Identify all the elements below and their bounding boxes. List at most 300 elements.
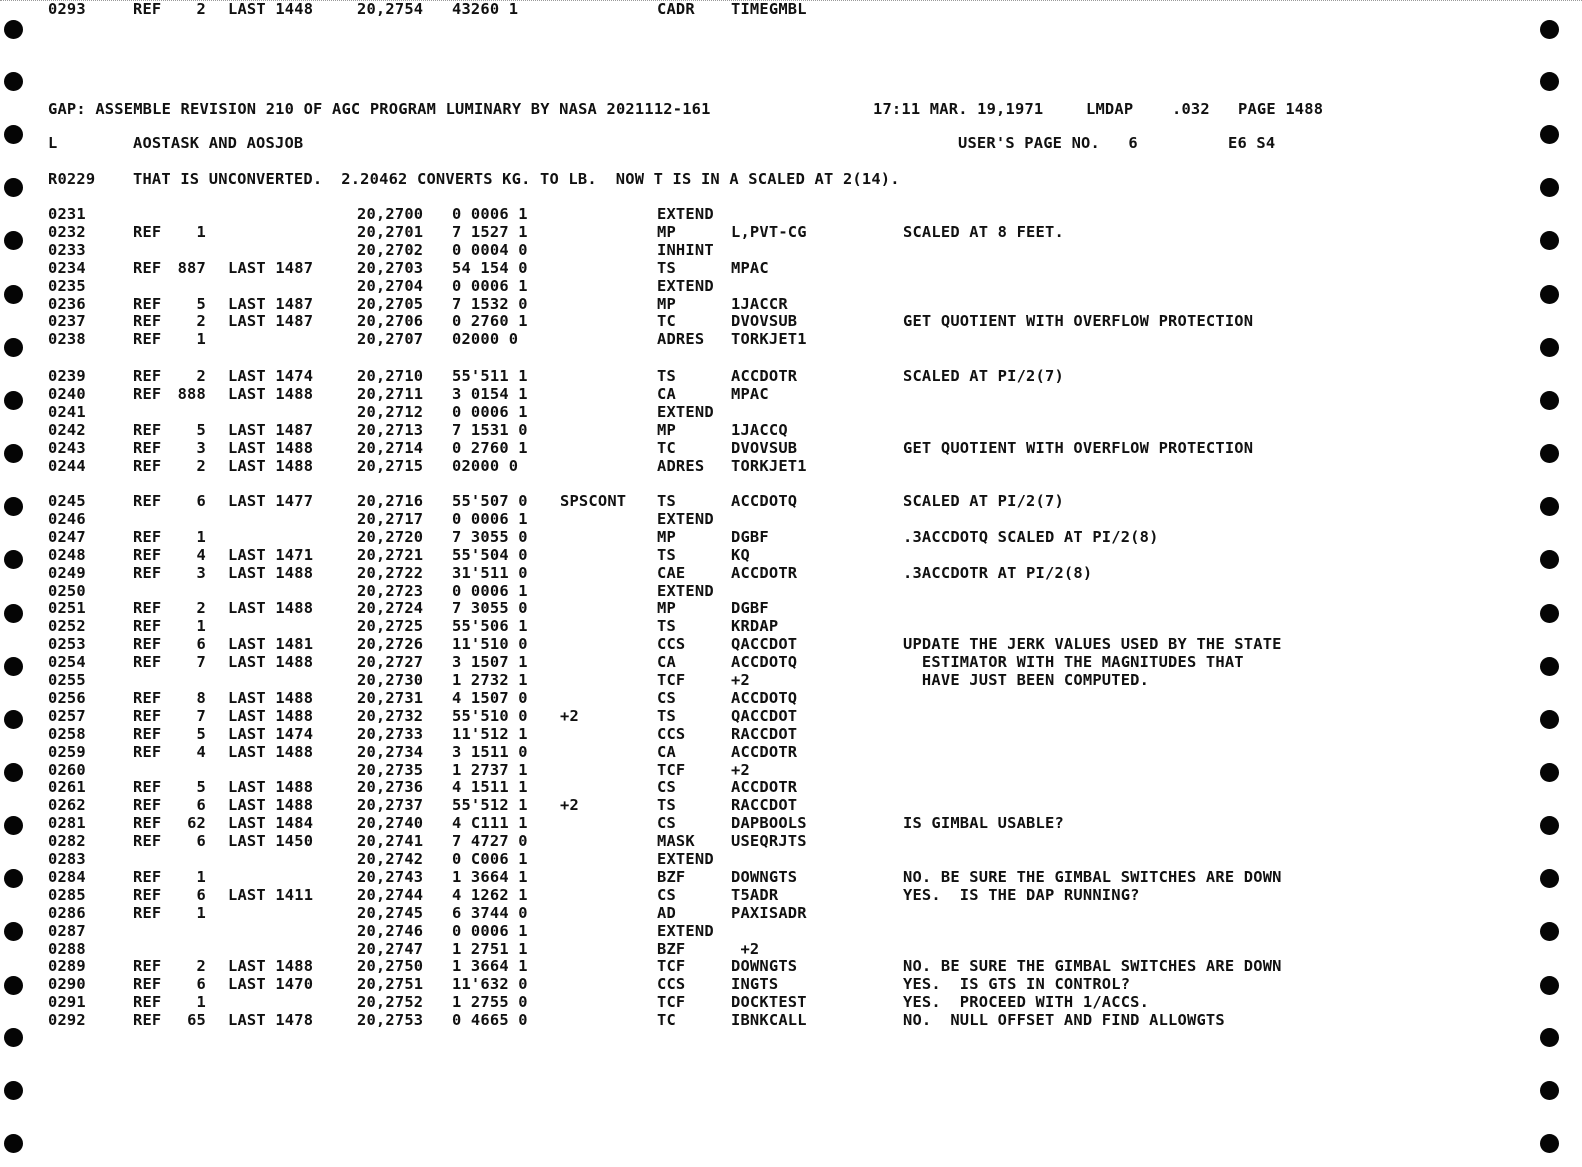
listing-opcode: MP	[657, 294, 676, 313]
feed-hole-left	[4, 550, 23, 569]
listing-operand: DGBF	[731, 527, 769, 546]
listing-octal-code: 0 0004 0	[452, 240, 528, 259]
feed-hole-right	[1540, 444, 1559, 463]
listing-address: 20,2720	[357, 527, 424, 546]
listing-opcode: TS	[657, 796, 676, 815]
listing-line-number: 0252	[48, 617, 86, 636]
listing-ref-count: 5	[196, 724, 206, 743]
listing-operand: DGBF	[731, 599, 769, 618]
header-title: GAP: ASSEMBLE REVISION 210 OF AGC PROGRAM LUMINARY BY NASA 2021112-161	[48, 100, 711, 118]
listing-operand: QACCDOT	[731, 706, 798, 725]
listing-ref-count: 5	[196, 294, 206, 313]
listing-line-number: 0237	[48, 312, 86, 331]
listing-opcode: ADRES	[657, 330, 705, 349]
listing-operand: ACCDOTR	[731, 778, 798, 797]
listing-octal-code: 55'504 0	[452, 545, 528, 564]
listing-address: 20,2703	[357, 258, 424, 277]
listing-octal-code: 1 2751 1	[452, 939, 528, 958]
listing-octal-code: 7 3055 0	[452, 599, 528, 618]
listing-symbol-label: +2	[560, 796, 579, 815]
listing-opcode: MP	[657, 599, 676, 618]
listing-line-number: 0248	[48, 545, 86, 564]
listing-ref-label: REF	[133, 635, 162, 654]
listing-line-number: 0255	[48, 671, 86, 689]
listing-ref-label: REF	[133, 688, 162, 707]
feed-hole-right	[1540, 497, 1559, 516]
listing-operand: +2	[731, 671, 750, 689]
listing-ref-label: REF	[133, 492, 162, 510]
listing-line-number: 0290	[48, 975, 86, 994]
listing-operand: DAPBOOLS	[731, 814, 807, 833]
listing-ref-label: REF	[133, 563, 162, 582]
listing-octal-code: 3 1507 1	[452, 653, 528, 672]
listing-last-page: LAST 1477	[228, 492, 314, 510]
feed-hole-left	[4, 604, 23, 623]
listing-address: 20,2701	[357, 222, 424, 241]
header-timestamp: 17:11 MAR. 19,1971	[873, 100, 1044, 118]
listing-ref-count: 2	[196, 312, 206, 331]
listing-opcode: TC	[657, 438, 676, 457]
listing-line-number: 0244	[48, 456, 86, 475]
listing-last-page: LAST 1471	[228, 545, 314, 564]
listing-last-page: LAST 1411	[228, 885, 314, 904]
listing-comment: SCALED AT PI/2(7)	[903, 492, 1064, 510]
listing-line-number: 0234	[48, 258, 86, 277]
feed-hole-left	[4, 1081, 23, 1100]
listing-opcode: CADR	[657, 0, 695, 18]
listing-ref-count: 3	[196, 563, 206, 582]
listing-ref-count: 65	[187, 1011, 206, 1030]
listing-octal-code: 7 3055 0	[452, 527, 528, 546]
listing-opcode: EXTEND	[657, 402, 714, 421]
listing-line-number: 0281	[48, 814, 86, 833]
listing-octal-code: 1 2755 0	[452, 993, 528, 1012]
listing-last-page: LAST 1484	[228, 814, 314, 833]
listing-comment: YES. IS THE DAP RUNNING?	[903, 885, 1140, 904]
listing-opcode: MP	[657, 420, 676, 439]
feed-hole-left	[4, 816, 23, 835]
listing-ref-label: REF	[133, 903, 162, 922]
listing-operand: +2	[731, 760, 750, 779]
listing-address: 20,2745	[357, 903, 424, 922]
listing-operand: DVOVSUB	[731, 438, 798, 457]
listing-ref-label: REF	[133, 545, 162, 564]
listing-comment: .3ACCDOTQ SCALED AT PI/2(8)	[903, 527, 1159, 546]
listing-ref-count: 887	[177, 258, 206, 277]
feed-hole-right	[1540, 1134, 1559, 1153]
listing-opcode: INHINT	[657, 240, 714, 259]
listing-octal-code: 55'507 0	[452, 492, 528, 510]
listing-line-number: 0260	[48, 760, 86, 779]
listing-ref-label: REF	[133, 724, 162, 743]
listing-octal-code: 0 0006 1	[452, 581, 528, 600]
listing-address: 20,2722	[357, 563, 424, 582]
listing-opcode: CCS	[657, 724, 686, 743]
listing-address: 20,2702	[357, 240, 424, 259]
listing-last-page: LAST 1474	[228, 367, 314, 385]
listing-octal-code: 4 1511 1	[452, 778, 528, 797]
listing-opcode: BZF	[657, 939, 686, 958]
listing-ref-count: 5	[196, 420, 206, 439]
listing-operand: KQ	[731, 545, 750, 564]
listing-ref-count: 2	[196, 599, 206, 618]
listing-operand: TORKJET1	[731, 330, 807, 349]
listing-line-number: 0232	[48, 222, 86, 241]
listing-ref-count: 8	[196, 688, 206, 707]
listing-address: 20,2712	[357, 402, 424, 421]
listing-last-page: LAST 1474	[228, 724, 314, 743]
listing-last-page: LAST 1487	[228, 294, 314, 313]
feed-hole-left	[4, 125, 23, 144]
listing-octal-code: 02000 0	[452, 456, 519, 475]
listing-ref-label: REF	[133, 367, 162, 385]
listing-opcode: CCS	[657, 975, 686, 994]
listing-address: 20,2725	[357, 617, 424, 636]
listing-symbol-label: SPSCONT	[560, 492, 627, 510]
listing-line-number: 0288	[48, 939, 86, 958]
listing-ref-count: 6	[196, 635, 206, 654]
listing-ref-count: 6	[196, 832, 206, 851]
listing-ref-label: REF	[133, 885, 162, 904]
listing-address: 20,2754	[357, 0, 424, 18]
listing-operand: PAXISADR	[731, 903, 807, 922]
listing-ref-count: 1	[196, 867, 206, 886]
listing-opcode: TCF	[657, 671, 686, 689]
feed-hole-left	[4, 391, 23, 410]
listing-ref-count: 6	[196, 885, 206, 904]
listing-operand: ACCDOTR	[731, 742, 798, 761]
listing-address: 20,2744	[357, 885, 424, 904]
feed-hole-right	[1540, 657, 1559, 676]
feed-hole-left	[4, 976, 23, 995]
listing-comment: GET QUOTIENT WITH OVERFLOW PROTECTION	[903, 438, 1254, 457]
listing-ref-count: 1	[196, 527, 206, 546]
listing-operand: TIMEGMBL	[731, 0, 807, 18]
user-page-number: USER'S PAGE NO. 6	[958, 134, 1138, 152]
feed-hole-left	[4, 72, 23, 91]
listing-comment: ESTIMATOR WITH THE MAGNITUDES THAT	[903, 653, 1244, 672]
listing-ref-count: 888	[177, 384, 206, 403]
listing-last-page: LAST 1450	[228, 832, 314, 851]
listing-ref-label: REF	[133, 653, 162, 672]
listing-address: 20,2721	[357, 545, 424, 564]
listing-last-page: LAST 1488	[228, 384, 314, 403]
listing-ref-count: 1	[196, 903, 206, 922]
listing-line-number: 0283	[48, 850, 86, 868]
listing-line-number: 0247	[48, 527, 86, 546]
feed-hole-left	[4, 763, 23, 782]
listing-octal-code: 3 0154 1	[452, 384, 528, 403]
remark-text: THAT IS UNCONVERTED. 2.20462 CONVERTS KG. TO LB. NOW T IS IN A SCALED AT 2(14).	[133, 170, 900, 188]
listing-opcode: TS	[657, 258, 676, 277]
listing-opcode: MP	[657, 222, 676, 241]
listing-operand: L,PVT-CG	[731, 222, 807, 241]
listing-last-page: LAST 1481	[228, 635, 314, 654]
listing-last-page: LAST 1448	[228, 0, 314, 18]
listing-address: 20,2726	[357, 635, 424, 654]
listing-opcode: CA	[657, 653, 676, 672]
feed-hole-right	[1540, 72, 1559, 91]
listing-address: 20,2723	[357, 581, 424, 600]
listing-address: 20,2715	[357, 456, 424, 475]
listing-ref-count: 6	[196, 975, 206, 994]
feed-hole-left	[4, 20, 23, 39]
feed-hole-right	[1540, 20, 1559, 39]
feed-hole-right	[1540, 178, 1559, 197]
listing-comment: SCALED AT 8 FEET.	[903, 222, 1064, 241]
listing-ref-count: 7	[196, 653, 206, 672]
listing-line-number: 0245	[48, 492, 86, 510]
listing-line-number: 0289	[48, 957, 86, 976]
listing-comment: YES. PROCEED WITH 1/ACCS.	[903, 993, 1150, 1012]
listing-line-number: 0291	[48, 993, 86, 1012]
listing-opcode: CA	[657, 742, 676, 761]
feed-hole-left	[4, 285, 23, 304]
feed-hole-right	[1540, 816, 1559, 835]
listing-opcode: EXTEND	[657, 850, 714, 868]
listing-operand: DVOVSUB	[731, 312, 798, 331]
listing-ref-label: REF	[133, 957, 162, 976]
listing-ref-label: REF	[133, 993, 162, 1012]
feed-hole-right	[1540, 550, 1559, 569]
listing-line-number: 0249	[48, 563, 86, 582]
page-position: E6 S4	[1228, 134, 1276, 152]
listing-opcode: TS	[657, 545, 676, 564]
listing-opcode: CCS	[657, 635, 686, 654]
header-page: PAGE 1488	[1238, 100, 1324, 118]
listing-ref-count: 6	[196, 492, 206, 510]
listing-last-page: LAST 1488	[228, 456, 314, 475]
feed-hole-right	[1540, 763, 1559, 782]
listing-ref-label: REF	[133, 599, 162, 618]
listing-operand: ACCDOTQ	[731, 492, 798, 510]
listing-octal-code: 55'512 1	[452, 796, 528, 815]
listing-line-number: 0250	[48, 581, 86, 600]
listing-line-number: 0259	[48, 742, 86, 761]
feed-hole-right	[1540, 1081, 1559, 1100]
feed-hole-right	[1540, 1028, 1559, 1047]
listing-ref-label: REF	[133, 742, 162, 761]
listing-octal-code: 0 C006 1	[452, 850, 528, 868]
listing-address: 20,2747	[357, 939, 424, 958]
listing-ref-count: 1	[196, 993, 206, 1012]
listing-operand: KRDAP	[731, 617, 779, 636]
listing-octal-code: 55'506 1	[452, 617, 528, 636]
listing-last-page: LAST 1488	[228, 653, 314, 672]
listing-octal-code: 4 1507 0	[452, 688, 528, 707]
listing-octal-code: 4 1262 1	[452, 885, 528, 904]
listing-operand: RACCDOT	[731, 796, 798, 815]
listing-operand: USEQRJTS	[731, 832, 807, 851]
listing-address: 20,2732	[357, 706, 424, 725]
listing-line-number: 0233	[48, 240, 86, 259]
listing-octal-code: 02000 0	[452, 330, 519, 349]
listing-comment: GET QUOTIENT WITH OVERFLOW PROTECTION	[903, 312, 1254, 331]
listing-address: 20,2742	[357, 850, 424, 868]
listing-ref-label: REF	[133, 0, 162, 18]
listing-ref-count: 7	[196, 706, 206, 725]
feed-hole-right	[1540, 391, 1559, 410]
listing-opcode: TCF	[657, 957, 686, 976]
listing-address: 20,2750	[357, 957, 424, 976]
listing-operand: MPAC	[731, 384, 769, 403]
listing-octal-code: 11'510 0	[452, 635, 528, 654]
feed-hole-left	[4, 231, 23, 250]
listing-last-page: LAST 1488	[228, 688, 314, 707]
listing-octal-code: 0 0006 1	[452, 276, 528, 295]
listing-opcode: TC	[657, 312, 676, 331]
listing-line-number: 0261	[48, 778, 86, 797]
listing-ref-label: REF	[133, 796, 162, 815]
listing-address: 20,2740	[357, 814, 424, 833]
listing-comment: HAVE JUST BEEN COMPUTED.	[903, 671, 1150, 689]
listing-opcode: MASK	[657, 832, 695, 851]
section-title: AOSTASK AND AOSJOB	[133, 134, 304, 152]
listing-ref-count: 6	[196, 796, 206, 815]
listing-ref-count: 1	[196, 330, 206, 349]
listing-address: 20,2752	[357, 993, 424, 1012]
listing-ref-label: REF	[133, 814, 162, 833]
listing-address: 20,2746	[357, 921, 424, 940]
listing-octal-code: 0 0006 1	[452, 509, 528, 528]
listing-opcode: TS	[657, 367, 676, 385]
listing-ref-count: 5	[196, 778, 206, 797]
listing-octal-code: 11'512 1	[452, 724, 528, 743]
listing-symbol-label: +2	[560, 706, 579, 725]
listing-last-page: LAST 1488	[228, 563, 314, 582]
feed-hole-right	[1540, 231, 1559, 250]
listing-octal-code: 6 3744 0	[452, 903, 528, 922]
listing-ref-label: REF	[133, 617, 162, 636]
listing-ref-count: 3	[196, 438, 206, 457]
listing-opcode: CS	[657, 688, 676, 707]
listing-operand: +2	[731, 939, 760, 958]
listing-ref-label: REF	[133, 706, 162, 725]
listing-line-number: 0285	[48, 885, 86, 904]
listing-operand: DOCKTEST	[731, 993, 807, 1012]
listing-last-page: LAST 1488	[228, 706, 314, 725]
listing-last-page: LAST 1478	[228, 1011, 314, 1030]
feed-hole-right	[1540, 976, 1559, 995]
feed-hole-left	[4, 497, 23, 516]
listing-address: 20,2700	[357, 205, 424, 223]
listing-line-number: 0282	[48, 832, 86, 851]
listing-opcode: TS	[657, 492, 676, 510]
listing-octal-code: 0 0006 1	[452, 205, 528, 223]
listing-ref-label: REF	[133, 832, 162, 851]
listing-opcode: BZF	[657, 867, 686, 886]
listing-address: 20,2730	[357, 671, 424, 689]
feed-hole-left	[4, 1134, 23, 1153]
feed-hole-left	[4, 657, 23, 676]
feed-hole-right	[1540, 604, 1559, 623]
listing-line-number: 0257	[48, 706, 86, 725]
listing-operand: IBNKCALL	[731, 1011, 807, 1030]
listing-opcode: TC	[657, 1011, 676, 1030]
listing-line-number: 0292	[48, 1011, 86, 1030]
listing-line-number: 0253	[48, 635, 86, 654]
listing-last-page: LAST 1487	[228, 258, 314, 277]
listing-opcode: MP	[657, 527, 676, 546]
listing-comment: SCALED AT PI/2(7)	[903, 367, 1064, 385]
listing-octal-code: 7 1532 0	[452, 294, 528, 313]
listing-opcode: CS	[657, 778, 676, 797]
listing-opcode: EXTEND	[657, 205, 714, 223]
listing-address: 20,2716	[357, 492, 424, 510]
listing-operand: 1JACCR	[731, 294, 788, 313]
listing-operand: 1JACCQ	[731, 420, 788, 439]
listing-address: 20,2731	[357, 688, 424, 707]
header-mark: L	[48, 134, 58, 152]
feed-hole-left	[4, 710, 23, 729]
listing-last-page: LAST 1488	[228, 599, 314, 618]
listing-address: 20,2734	[357, 742, 424, 761]
listing-operand: DOWNGTS	[731, 957, 798, 976]
listing-line-number: 0287	[48, 921, 86, 940]
feed-hole-left	[4, 1028, 23, 1047]
listing-comment: UPDATE THE JERK VALUES USED BY THE STATE	[903, 635, 1282, 654]
listing-octal-code: 0 4665 0	[452, 1011, 528, 1030]
listing-octal-code: 1 3664 1	[452, 867, 528, 886]
listing-octal-code: 4 C111 1	[452, 814, 528, 833]
listing-ref-count: 2	[196, 957, 206, 976]
listing-ref-label: REF	[133, 438, 162, 457]
listing-operand: ACCDOTQ	[731, 688, 798, 707]
header-revno: .032	[1172, 100, 1210, 118]
listing-comment: NO. BE SURE THE GIMBAL SWITCHES ARE DOWN	[903, 867, 1282, 886]
feed-hole-left	[4, 444, 23, 463]
listing-comment: .3ACCDOTR AT PI/2(8)	[903, 563, 1093, 582]
listing-address: 20,2724	[357, 599, 424, 618]
feed-hole-right	[1540, 338, 1559, 357]
listing-opcode: CA	[657, 384, 676, 403]
listing-opcode: CS	[657, 814, 676, 833]
listing-ref-label: REF	[133, 222, 162, 241]
listing-opcode: TS	[657, 706, 676, 725]
listing-ref-count: 2	[196, 0, 206, 18]
listing-operand: MPAC	[731, 258, 769, 277]
listing-comment: YES. IS GTS IN CONTROL?	[903, 975, 1131, 994]
remark-seq: R0229	[48, 170, 96, 188]
listing-octal-code: 0 2760 1	[452, 438, 528, 457]
listing-line-number: 0251	[48, 599, 86, 618]
listing-ref-label: REF	[133, 384, 162, 403]
listing-octal-code: 11'632 0	[452, 975, 528, 994]
listing-line-number: 0236	[48, 294, 86, 313]
listing-line-number: 0286	[48, 903, 86, 922]
listing-ref-count: 1	[196, 222, 206, 241]
feed-hole-right	[1540, 125, 1559, 144]
listing-opcode: TS	[657, 617, 676, 636]
header-module: LMDAP	[1086, 100, 1134, 118]
listing-opcode: CAE	[657, 563, 686, 582]
listing-octal-code: 31'511 0	[452, 563, 528, 582]
listing-line-number: 0254	[48, 653, 86, 672]
listing-octal-code: 0 2760 1	[452, 312, 528, 331]
listing-ref-label: REF	[133, 312, 162, 331]
listing-ref-label: REF	[133, 867, 162, 886]
listing-octal-code: 1 3664 1	[452, 957, 528, 976]
listing-line-number: 0240	[48, 384, 86, 403]
listing-line-number: 0242	[48, 420, 86, 439]
listing-opcode: ADRES	[657, 456, 705, 475]
listing-address: 20,2735	[357, 760, 424, 779]
feed-hole-right	[1540, 922, 1559, 941]
listing-ref-count: 62	[187, 814, 206, 833]
listing-opcode: TCF	[657, 760, 686, 779]
listing-ref-count: 2	[196, 367, 206, 385]
listing-address: 20,2751	[357, 975, 424, 994]
